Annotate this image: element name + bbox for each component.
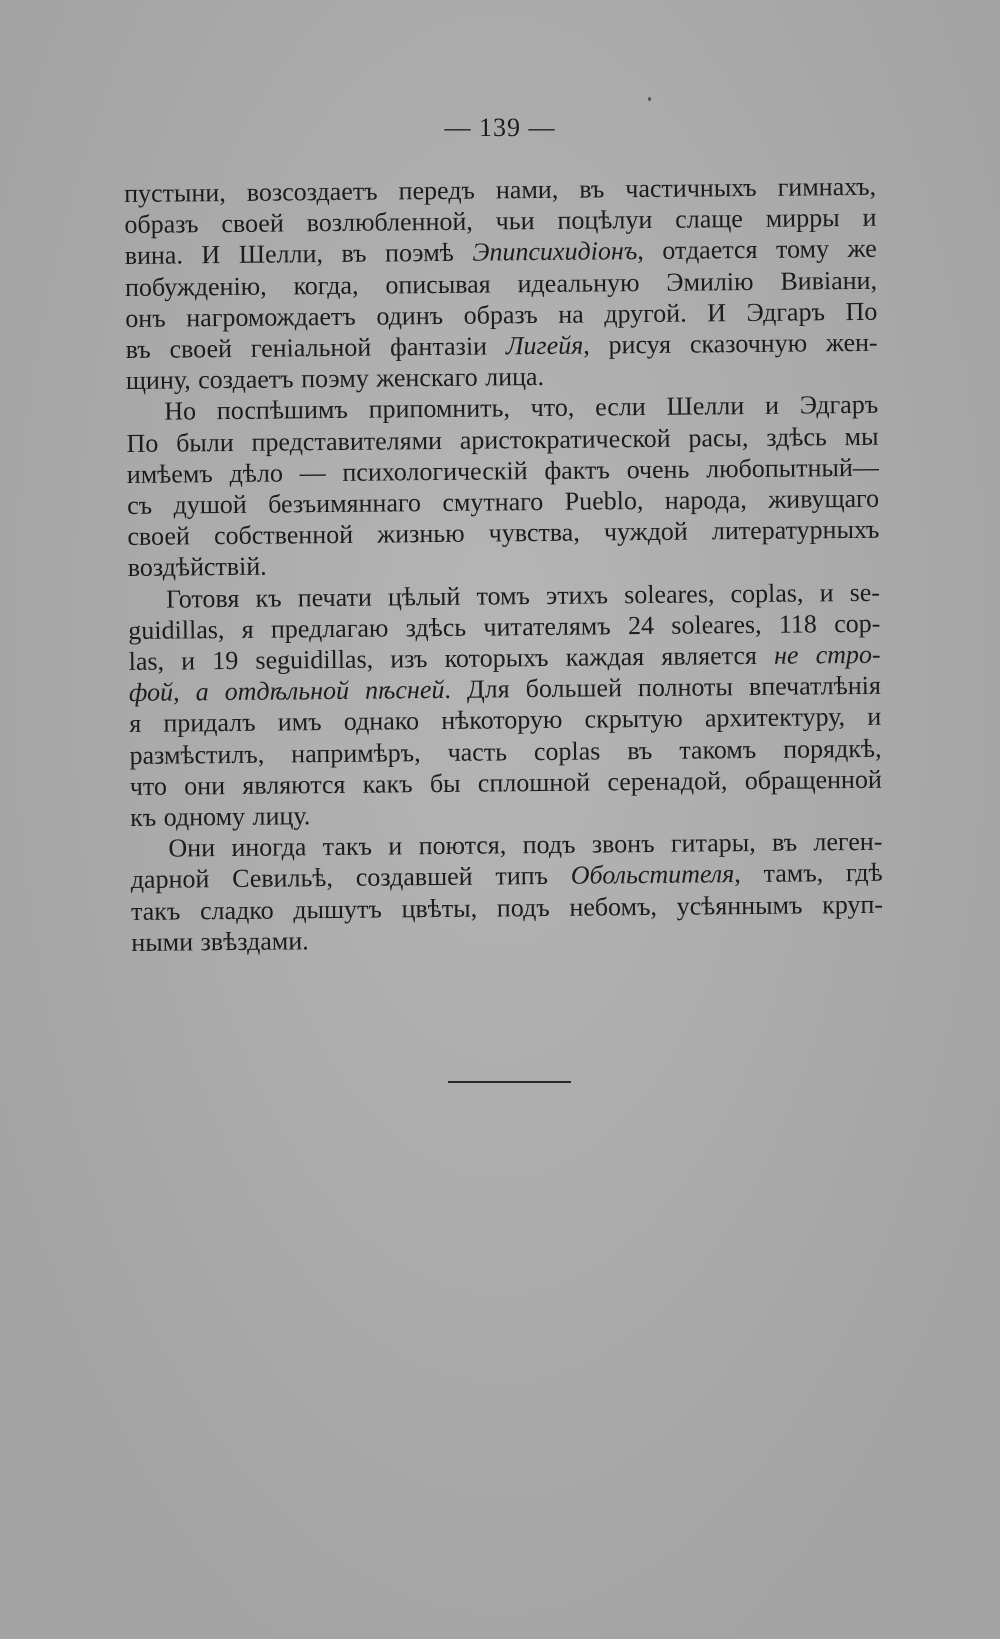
paragraph-first-line: Готовя къ печати цѣлый томъ этихъ soleares, coplas, и se- bbox=[165, 577, 881, 614]
text-line: такъ сладко дышутъ цвѣты, подъ небомъ, усѣяннымъ круп- bbox=[130, 889, 884, 926]
text-line: въ своей геніальной фантазіи Лигейя, рисуя сказочную жен- bbox=[125, 327, 878, 365]
text-line: пустыни, возсоздаетъ передъ нами, въ частичныхъ гимнахъ, bbox=[124, 171, 877, 208]
paragraph-first-line: Но поспѣшимъ припомнить, что, если Шелли и Эдгаръ bbox=[164, 390, 879, 427]
text-line: дарной Севильѣ, создавшей типъ Обольстителя, тамъ, гдѣ bbox=[130, 858, 883, 895]
text-line: guidillas, я предлагаю здѣсь читателямъ 24 soleares, 118 cop- bbox=[128, 608, 881, 645]
body-text bbox=[124, 171, 883, 958]
text-line: къ одному лицу. bbox=[130, 801, 311, 833]
text-line: ными звѣздами. bbox=[131, 926, 309, 957]
paper-speck bbox=[648, 97, 651, 101]
text-line: побужденію, когда, описывая идеальную Эмилію Вивіани, bbox=[124, 265, 878, 302]
text-line: По были представителями аристократической расы, здѣсь мы bbox=[126, 421, 879, 458]
text-line: вина. И Шелли, въ поэмѣ Эпипсихидіонъ, отдается тому же bbox=[124, 234, 877, 271]
italic-title: Обольстителя bbox=[570, 859, 735, 891]
text-line: фой, а отдѣльной пѣсней. Для большей полноты впечатлѣнія bbox=[128, 671, 882, 708]
text-line: щину, создаетъ поэму женскаго лица. bbox=[125, 362, 545, 396]
text-line: воздѣйствій. bbox=[127, 552, 267, 583]
italic-phrase: фой, а отдѣльной пѣсней bbox=[128, 675, 445, 708]
page-number: — 139 — bbox=[444, 113, 556, 142]
text-line: образъ своей возлюбленной, чьи поцѣлуи слаще мирры и bbox=[124, 202, 877, 240]
text-line: что они являются какъ бы сплошной серенадой, обращенной bbox=[129, 764, 882, 801]
italic-title: Эпипсихидіонъ bbox=[472, 236, 638, 268]
text-line: размѣстилъ, напримѣръ, часть coplas въ такомъ порядкѣ, bbox=[129, 733, 882, 770]
italic-title: Лигейя bbox=[505, 330, 584, 361]
text-line: онъ нагромождаетъ одинъ образъ на другой. И Эдгаръ По bbox=[125, 296, 878, 333]
text-line: съ душой безъимяннаго смутнаго Pueblo, народа, живущаго bbox=[127, 483, 880, 521]
text-line: своей собственной жизнью чувства, чуждой литературныхъ bbox=[127, 514, 880, 552]
italic-phrase: не стро- bbox=[773, 639, 881, 670]
section-end-rule bbox=[448, 1081, 571, 1083]
text-line: las, и 19 seguidillas, изъ которыхъ каждая является не стро- bbox=[128, 639, 881, 677]
text-line: имѣемъ дѣло — психологическій фактъ очень любопытный— bbox=[126, 452, 879, 489]
text-line: я придалъ имъ однако нѣкоторую скрытую архитектуру, и bbox=[129, 702, 882, 739]
paragraph-first-line: Они иногда такъ и поются, подъ звонъ гитары, въ леген- bbox=[168, 827, 883, 863]
